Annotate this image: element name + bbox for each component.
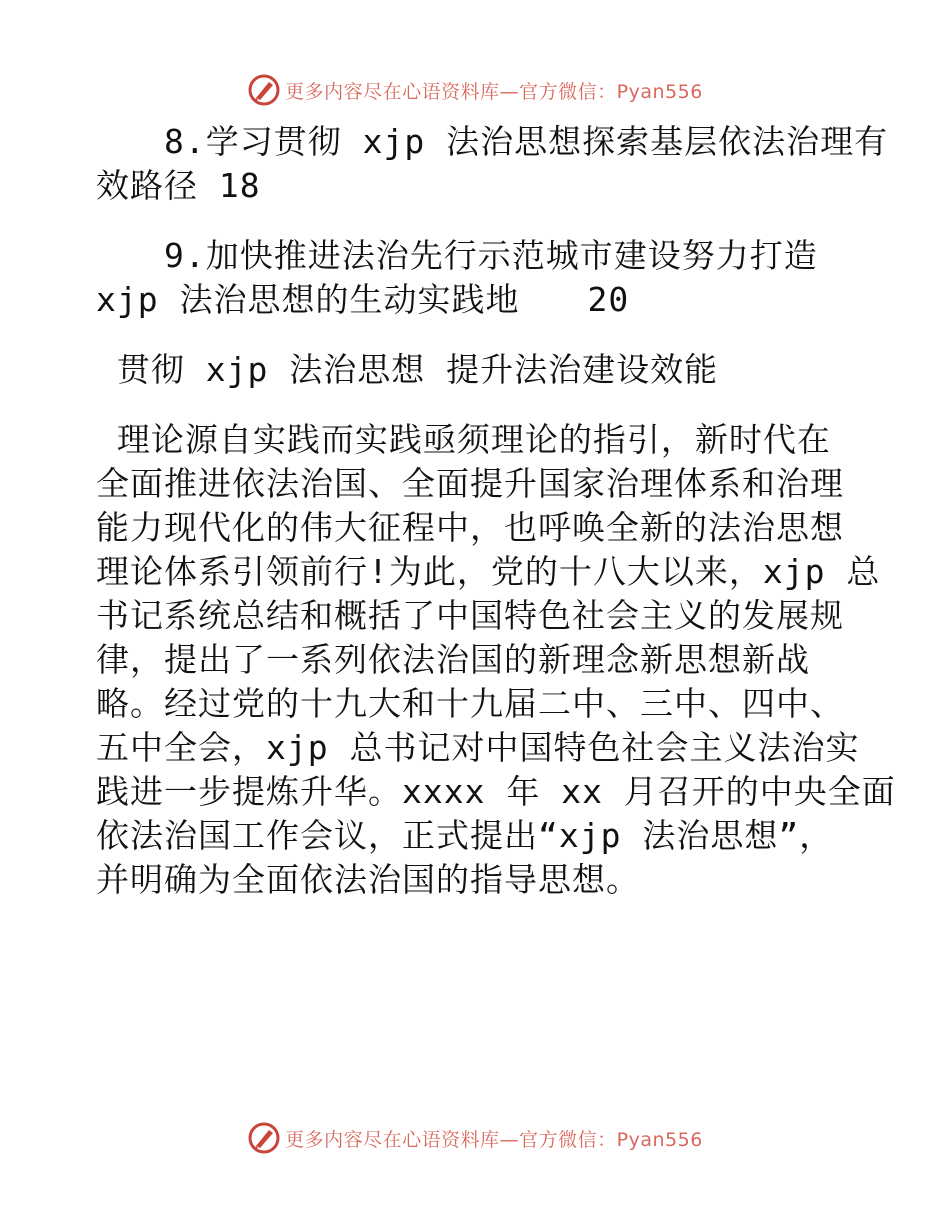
paragraph-line: 践进一步提炼升华。xxxx 年 xx 月召开的中央全面 (96, 772, 896, 811)
watermark-text: 更多内容尽在心语资料库—官方微信：Pyan556 (285, 80, 703, 103)
pen-logo-icon (247, 73, 281, 107)
toc-entry-line: 9.加快推进法治先行示范城市建设努力打造 (96, 236, 818, 275)
paragraph-line: 书记系统总结和概括了中国特色社会主义的发展规 (96, 596, 844, 635)
paragraph-line: 略。经过党的十九大和十九届二中、三中、四中、 (96, 684, 844, 723)
paragraph-line: 全面推进依法治国、全面提升国家治理体系和治理 (96, 464, 844, 503)
toc-entry-9 (96, 234, 856, 322)
section-heading: 贯彻 xjp 法治思想 提升法治建设效能 (96, 350, 719, 389)
paragraph-line: 并明确为全面依法治国的指导思想。 (96, 860, 640, 899)
body-paragraph (96, 418, 896, 902)
toc-entry-line: xjp 法治思想的生动实践地 20 (96, 280, 630, 319)
pen-logo-icon (247, 1121, 281, 1155)
header-watermark (0, 70, 950, 110)
document-body (96, 120, 896, 902)
toc-entry-line: 8.学习贯彻 xjp 法治思想探索基层依法治理有 (96, 122, 889, 161)
paragraph-line: 律，提出了一系列依法治国的新理念新思想新战 (96, 640, 810, 679)
footer-watermark (0, 1118, 950, 1158)
paragraph-line: 理论体系引领前行!为此，党的十八大以来，xjp 总 (96, 552, 881, 591)
paragraph-line: 理论源自实践而实践亟须理论的指引，新时代在 (96, 420, 831, 459)
watermark-text: 更多内容尽在心语资料库—官方微信：Pyan556 (285, 1128, 703, 1151)
toc-entry-8 (96, 120, 889, 208)
paragraph-line: 五中全会，xjp 总书记对中国特色社会主义法治实 (96, 728, 860, 767)
paragraph-line: 依法治国工作会议，正式提出“xjp 法治思想”， (96, 816, 834, 855)
paragraph-line: 能力现代化的伟大征程中，也呼唤全新的法治思想 (96, 508, 844, 547)
toc-entry-line: 效路径 18 (96, 166, 261, 205)
